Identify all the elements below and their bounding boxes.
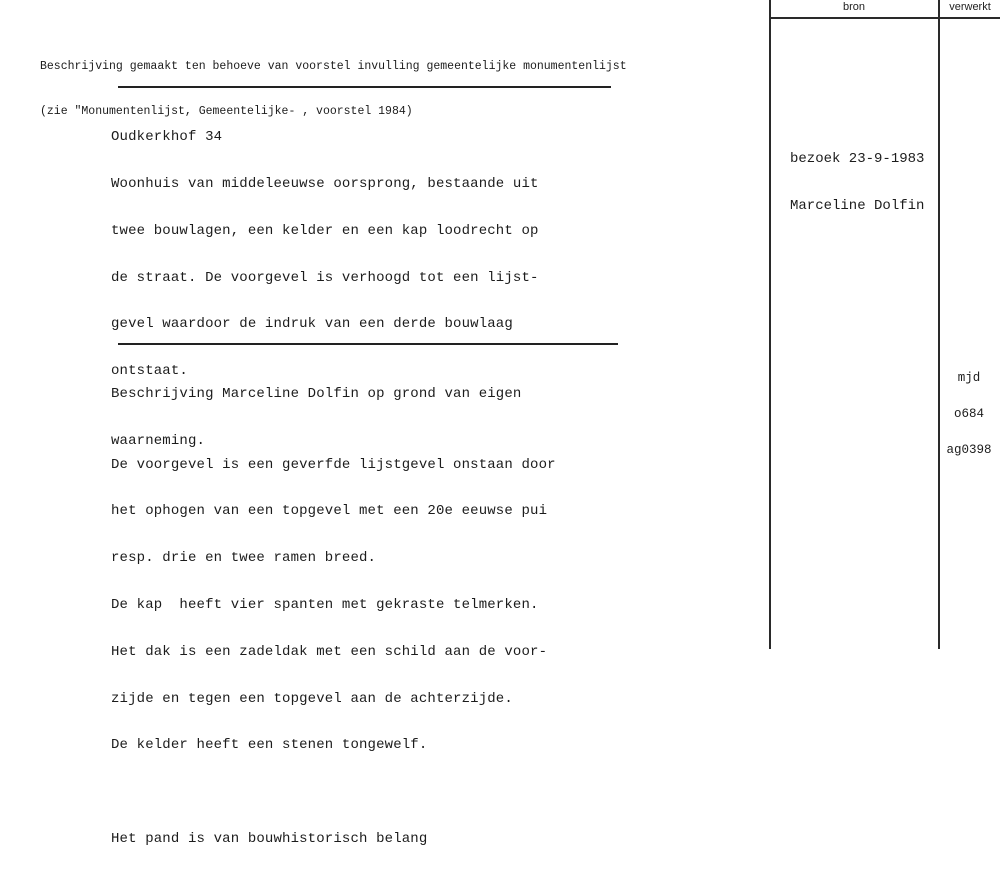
column-header-rule: [769, 17, 1000, 19]
description-line: ontstaat.: [111, 363, 188, 380]
bron-column-divider: [769, 0, 771, 649]
verwerkt-column-header: verwerkt: [949, 1, 991, 13]
address-line: Oudkerkhof 34: [111, 129, 223, 146]
description-line: resp. drie en twee ramen breed.: [111, 550, 377, 567]
description-line: het ophogen van een topgevel met een 20e eeuwse pui: [111, 503, 548, 520]
verwerkt-column-divider: [938, 0, 940, 649]
conclusion-line: Het pand is van bouwhistorisch belang: [111, 830, 428, 847]
description-line: de straat. De voorgevel is verhoogd tot een lijst-: [111, 269, 539, 286]
description-line: De voorgevel is een geverfde lijstgevel onstaan door: [111, 456, 556, 473]
bron-author: Marceline Dolfin: [790, 197, 925, 214]
bottom-divider-rule: [118, 343, 618, 345]
verwerkt-code-2: ag0398: [946, 443, 992, 457]
top-divider-rule: [118, 86, 611, 88]
description-line: zijde en tegen een topgevel aan de achterzijde.: [111, 690, 513, 707]
bron-column-header: bron: [842, 1, 866, 13]
building-description: [111, 99, 556, 879]
source-note: [111, 356, 521, 481]
paragraph-gap: [111, 785, 556, 801]
verwerkt-initials: mjd: [957, 371, 981, 385]
description-line: Het dak is een zadeldak met een schild aan de voor-: [111, 643, 548, 660]
bron-entry: [790, 121, 924, 246]
verwerkt-entry: [940, 348, 998, 480]
description-line: gevel waardoor de indruk van een derde bouwlaag: [111, 316, 513, 333]
description-line: Woonhuis van middeleeuwse oorsprong, bestaande uit: [111, 175, 539, 192]
description-line: De kelder heeft een stenen tongewelf.: [111, 737, 428, 754]
header-line-1: Beschrijving gemaakt ten behoeve van voorstel invulling gemeentelijke monumentenlijst: [40, 60, 627, 73]
source-note-line-2: waarneming.: [111, 432, 206, 449]
bron-visit-date: bezoek 23-9-1983: [790, 151, 925, 168]
description-line: twee bouwlagen, een kelder en een kap loodrecht op: [111, 222, 539, 239]
source-note-line-1: Beschrijving Marceline Dolfin op grond van eigen: [111, 386, 522, 403]
verwerkt-code-1: o684: [953, 407, 984, 421]
description-line: De kap heeft vier spanten met gekraste telmerken.: [111, 597, 539, 613]
header-line-2: (zie "Monumentenlijst, Gemeentelijke- , voorstel 1984): [40, 105, 413, 118]
